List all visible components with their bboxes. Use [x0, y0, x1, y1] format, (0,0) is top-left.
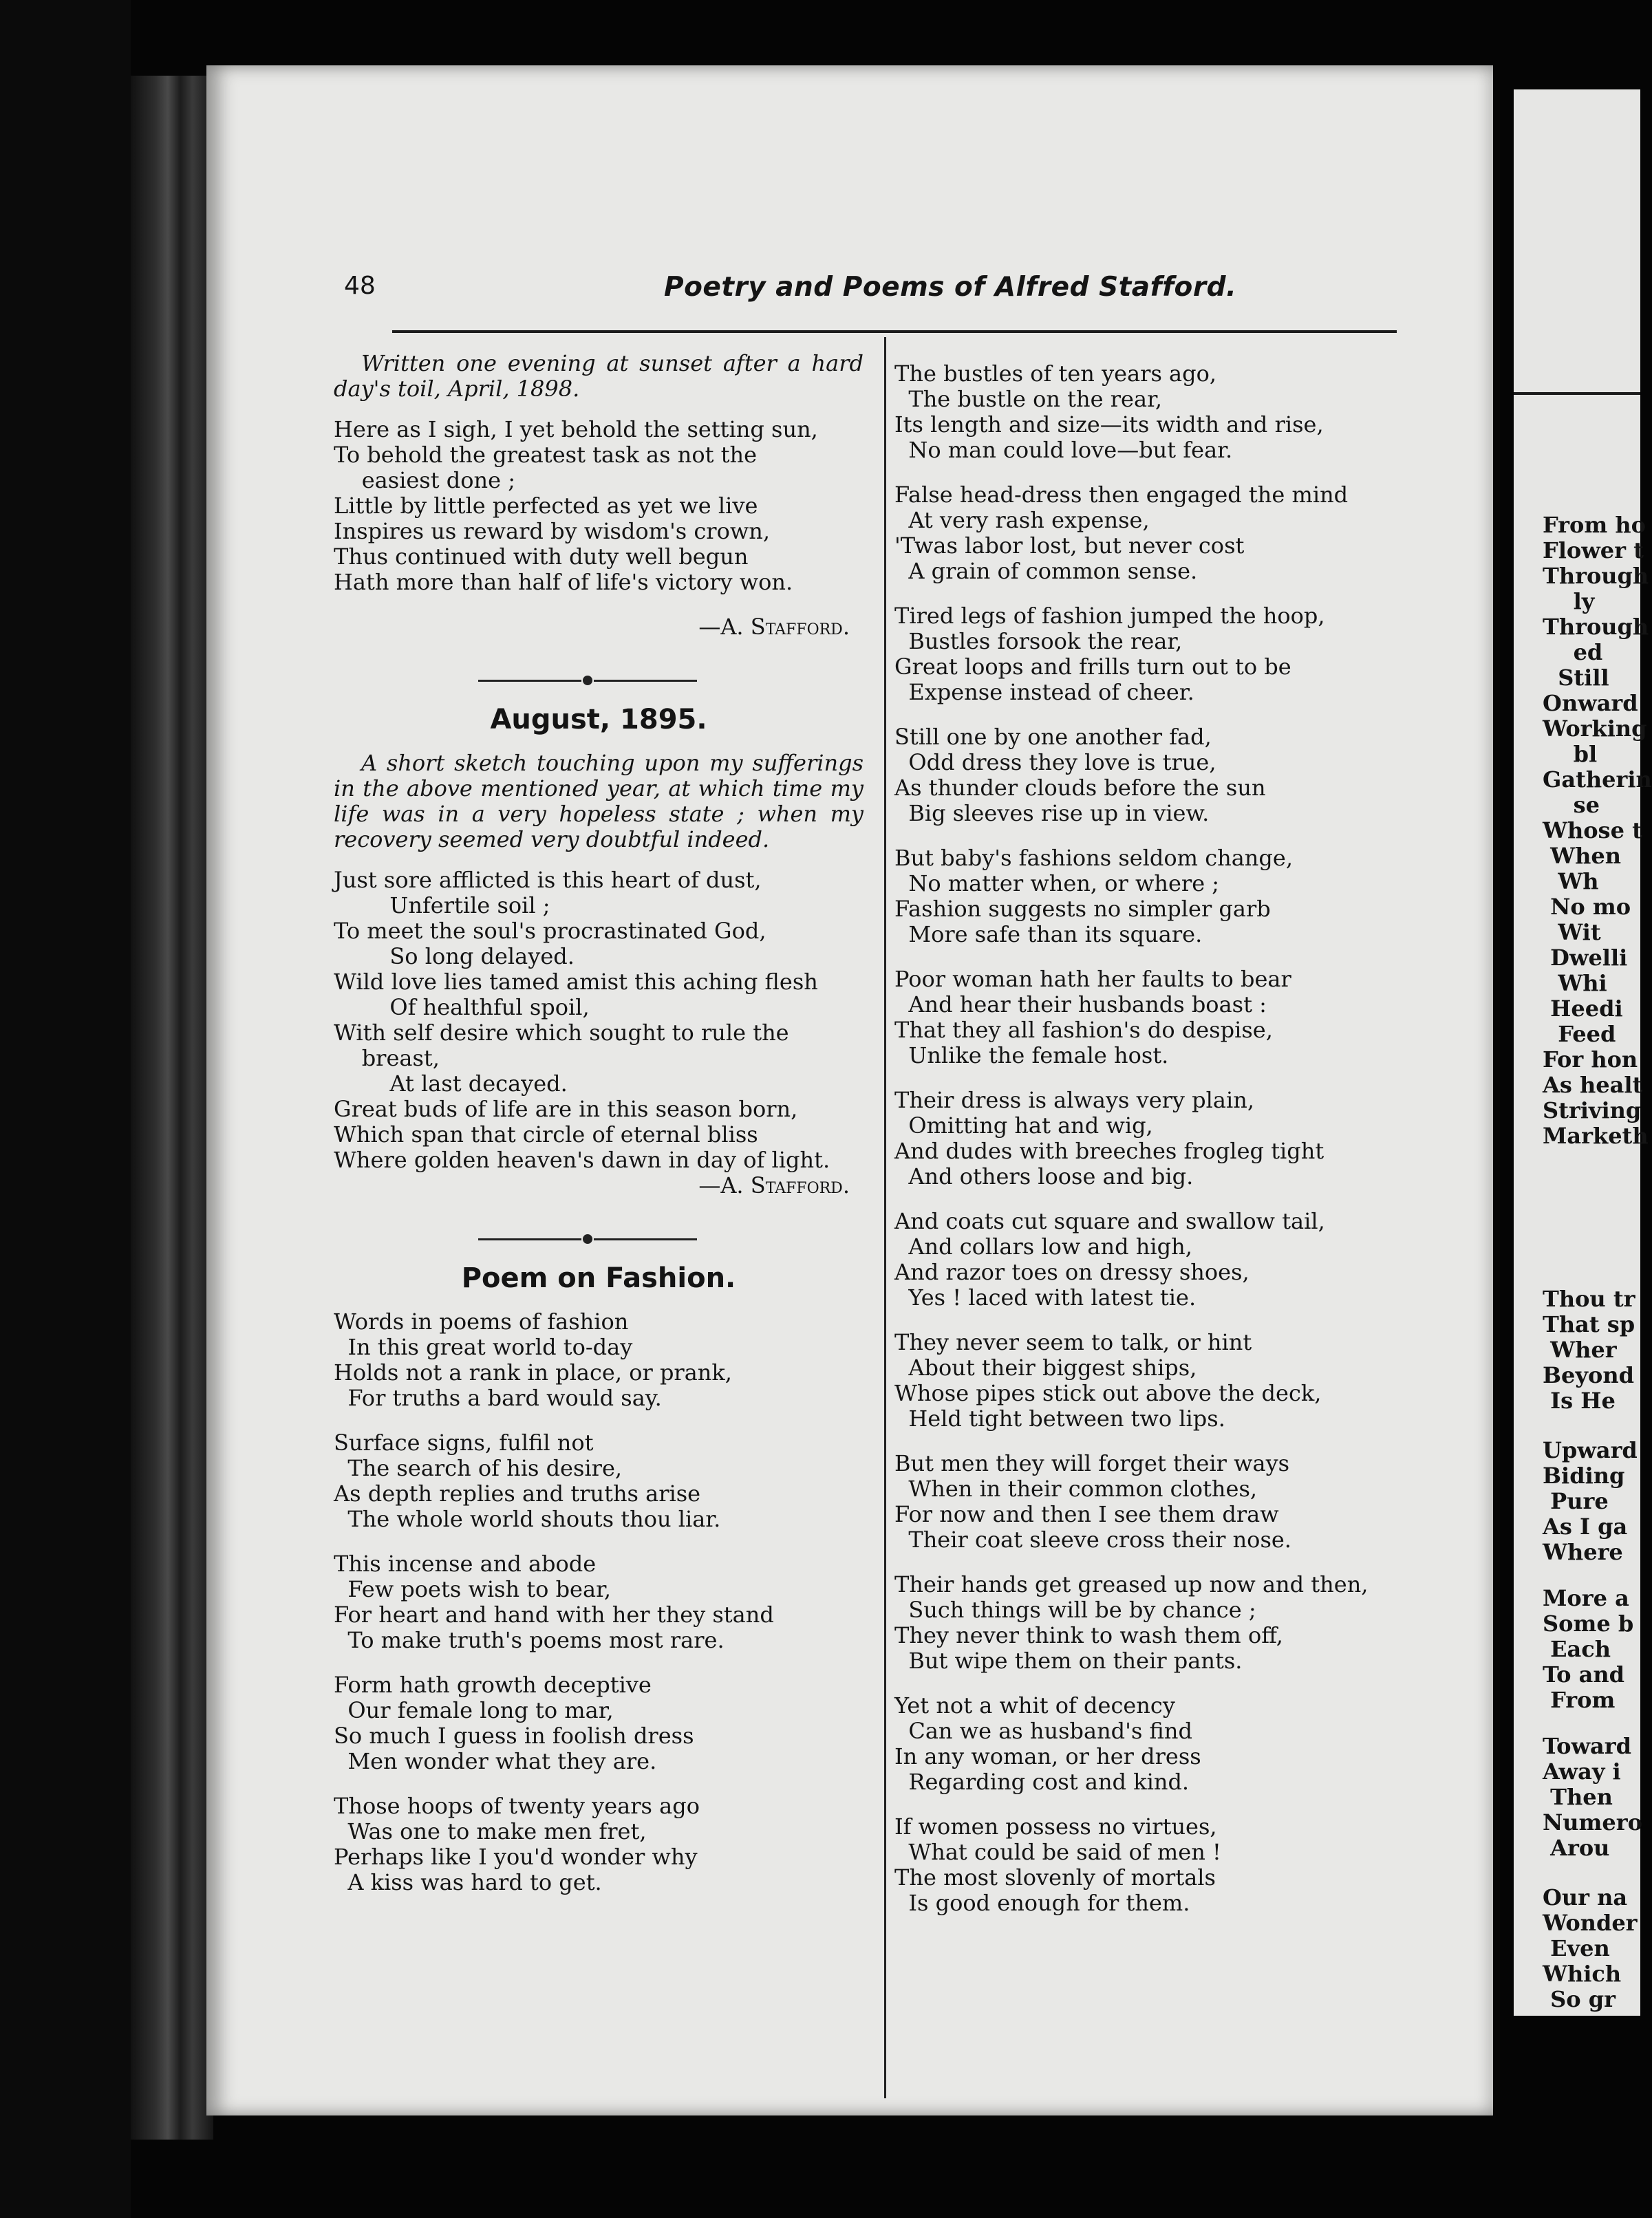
poem-line: And collars low and high,	[894, 1234, 1192, 1260]
poem-line: In any woman, or her dress	[894, 1743, 1201, 1769]
stanza	[894, 1088, 1417, 1189]
poem-line: Yet not a whit of decency	[894, 1692, 1175, 1719]
poem-line: Expense instead of cheer.	[894, 679, 1194, 705]
poem-line: se	[1543, 792, 1600, 818]
poem-line: Where	[1543, 1539, 1623, 1565]
poem-line: Just sore afflicted is this heart of dust,	[334, 867, 762, 893]
poem-line: breast,	[334, 1045, 440, 1071]
book-page	[206, 65, 1493, 2115]
poem-line: Upward	[1543, 1437, 1638, 1463]
poem-line: ly	[1543, 588, 1595, 614]
running-head: Poetry and Poems of Alfred Stafford.	[664, 272, 1237, 303]
poem-line: A kiss was hard to get.	[334, 1869, 602, 1895]
left-column	[334, 351, 863, 1915]
poem-line: Each	[1543, 1636, 1611, 1662]
poem-line: Great buds of life are in this season born,	[334, 1096, 798, 1122]
poem-line: As I ga	[1543, 1514, 1628, 1540]
poem-line: So much I guess in foolish dress	[334, 1723, 694, 1749]
poem-line: And razor toes on dressy shoes,	[894, 1259, 1249, 1285]
poem-line: ed	[1543, 639, 1603, 665]
adjacent-text-group	[1543, 513, 1652, 1149]
poem-line: Yes ! laced with latest tie.	[894, 1284, 1197, 1311]
adjacent-page-fragment	[1514, 89, 1652, 2016]
poem-line: As depth replies and truths arise	[334, 1481, 701, 1507]
poem-line: Wonder	[1543, 1910, 1638, 1936]
stanza	[894, 1451, 1417, 1553]
poem-line: Can we as husband's find	[894, 1718, 1192, 1744]
poem-line: So long delayed.	[334, 943, 575, 969]
stanza	[894, 967, 1417, 1068]
poem-line: Little by little perfected as yet we live	[334, 493, 758, 519]
poem-line: The most slovenly of mortals	[894, 1864, 1216, 1891]
adjacent-text-group	[1543, 1885, 1638, 2012]
poem-line: As thunder clouds before the sun	[894, 775, 1266, 801]
stanza	[334, 1551, 863, 1653]
poem-line: Working	[1543, 715, 1647, 742]
adjacent-text-group	[1543, 1286, 1635, 1414]
poem1-signature: —A. Stafford.	[698, 614, 850, 640]
poem-line: For heart and hand with her they stand	[334, 1602, 774, 1628]
poem-line: Still	[1543, 665, 1609, 691]
stanza	[334, 1430, 863, 1532]
stanza	[894, 1572, 1417, 1674]
poem-line: Flower t	[1543, 537, 1644, 563]
poem-line: More a	[1543, 1585, 1629, 1611]
poem1-body	[334, 417, 863, 595]
poem-line: Of healthful spoil,	[334, 994, 590, 1020]
poem-line: No matter when, or where ;	[894, 870, 1220, 896]
poem-line: Whi	[1543, 970, 1607, 996]
poem-line: No man could love—but fear.	[894, 437, 1233, 463]
poem1-intro: Written one evening at sunset after a hard day's toil, April, 1898.	[334, 350, 863, 402]
poem-line: For now and then I see them draw	[894, 1501, 1279, 1527]
poem-line: Form hath growth deceptive	[334, 1672, 652, 1698]
poem-line: Beyond	[1543, 1362, 1634, 1388]
poem-line: Held tight between two lips.	[894, 1406, 1225, 1432]
poem-line: Unfertile soil ;	[334, 892, 550, 918]
poem2-title: August, 1895.	[490, 704, 707, 735]
poem-line: This incense and abode	[334, 1551, 597, 1577]
poem-line: Is He	[1543, 1388, 1616, 1414]
stanza	[894, 1330, 1417, 1432]
poem-line: Regarding cost and kind.	[894, 1769, 1190, 1795]
poem-line: False head-dress then engaged the mind	[894, 482, 1349, 508]
poem-line: Onward	[1543, 690, 1638, 716]
poem-line: That they all fashion's do despise,	[894, 1017, 1273, 1043]
poem-line: If women possess no virtues,	[894, 1813, 1217, 1840]
poem-line: And others loose and big.	[894, 1163, 1194, 1189]
adjacent-text-group	[1543, 1438, 1638, 1565]
poem-line: Thus continued with duty well begun	[334, 543, 749, 570]
poem-line: From ho	[1543, 512, 1646, 538]
poem-line: And hear their husbands boast :	[894, 991, 1267, 1018]
poem-line: And dudes with breeches frogleg tight	[894, 1138, 1324, 1164]
poem-line: easiest done ;	[334, 467, 515, 493]
poem-line: Still one by one another fad,	[894, 724, 1212, 750]
poem-line: To make truth's poems most rare.	[334, 1627, 725, 1653]
poem-line: Through	[1543, 614, 1649, 640]
poem-line: The bustles of ten years ago,	[894, 360, 1217, 387]
page-number: 48	[344, 272, 376, 300]
poem-line: From	[1543, 1687, 1616, 1713]
poem-line: Its length and size—its width and rise,	[894, 411, 1324, 438]
poem-line: Few poets wish to bear,	[334, 1576, 612, 1602]
poem-line: That sp	[1543, 1311, 1635, 1337]
poem-line: Heedi	[1543, 995, 1623, 1022]
poem-line: Hath more than half of life's victory won.	[334, 569, 793, 595]
poem-line: Whose t	[1543, 817, 1642, 843]
poem-line: About their biggest ships,	[894, 1355, 1197, 1381]
poem-line: When in their common clothes,	[894, 1476, 1258, 1502]
poem-line: Holds not a rank in place, or prank,	[334, 1359, 732, 1386]
poem-line: At very rash expense,	[894, 507, 1150, 533]
poem-line: But men they will forget their ways	[894, 1450, 1290, 1476]
poem-line: As healt	[1543, 1072, 1643, 1098]
right-column	[894, 361, 1417, 1935]
poem-line: Is good enough for them.	[894, 1890, 1190, 1916]
poem-line: Wit	[1543, 919, 1601, 945]
poem-line: Pure	[1543, 1488, 1609, 1514]
poem-line: At last decayed.	[334, 1070, 568, 1097]
ornament-divider	[334, 1229, 863, 1249]
adjacent-header-rule	[1514, 392, 1640, 395]
poem-line: For hon	[1543, 1046, 1638, 1073]
poem-line: Omitting hat and wig,	[894, 1112, 1153, 1139]
stanza	[334, 1309, 863, 1411]
stanza	[894, 1814, 1417, 1916]
scan-margin	[0, 0, 131, 2218]
poem-line: Wh	[1543, 868, 1599, 894]
poem-line: Those hoops of twenty years ago	[334, 1793, 700, 1819]
stanza	[334, 1672, 863, 1774]
poem-line: Our female long to mar,	[334, 1697, 614, 1723]
poem-line: Which span that circle of eternal bliss	[334, 1121, 758, 1148]
poem-line: Arou	[1543, 1835, 1610, 1861]
poem-line: Was one to make men fret,	[334, 1818, 647, 1844]
stanza	[894, 603, 1417, 705]
poem-line: Great loops and frills turn out to be	[894, 654, 1291, 680]
poem-line: Our na	[1543, 1884, 1628, 1910]
poem-line: For truths a bard would say.	[334, 1385, 662, 1411]
poem-line: The whole world shouts thou liar.	[334, 1506, 721, 1532]
ornament-divider	[334, 670, 863, 691]
poem-line: Biding	[1543, 1463, 1625, 1489]
poem-line: Whose pipes stick out above the deck,	[894, 1380, 1322, 1406]
poem-line: Where golden heaven's dawn in day of light.	[334, 1147, 830, 1173]
poem-line: They never think to wash them off,	[894, 1622, 1283, 1648]
poem-line: Odd dress they love is true,	[894, 749, 1216, 775]
poem-line: To and	[1543, 1661, 1624, 1688]
poem-line: Gatherin	[1543, 766, 1652, 793]
poem-line: Their dress is always very plain,	[894, 1087, 1254, 1113]
stanza	[334, 1794, 863, 1895]
adjacent-text-group	[1543, 1734, 1642, 1861]
poem-line: Such things will be by chance ;	[894, 1597, 1256, 1623]
poem-line: Inspires us reward by wisdom's crown,	[334, 518, 770, 544]
fashion-continued-stanzas	[894, 361, 1417, 1916]
poem-line: So gr	[1543, 1986, 1616, 2012]
poem-line: Numero	[1543, 1809, 1642, 1835]
poem-line: But wipe them on their pants.	[894, 1648, 1243, 1674]
stanza	[894, 361, 1417, 463]
poem-line: To meet the soul's procrastinated God,	[334, 918, 766, 944]
poem-line: 'Twas labor lost, but never cost	[894, 532, 1245, 559]
poem-line: They never seem to talk, or hint	[894, 1329, 1252, 1355]
poem-line: What could be said of men !	[894, 1839, 1221, 1865]
poem-line: Big sleeves rise up in view.	[894, 800, 1210, 826]
poem3-stanzas	[334, 1309, 863, 1895]
poem-line: Thou tr	[1543, 1286, 1635, 1312]
poem-line: Surface signs, fulfil not	[334, 1430, 594, 1456]
poem-line: When	[1543, 843, 1621, 869]
poem-line: Feed	[1543, 1021, 1616, 1047]
poem-line: Some b	[1543, 1611, 1634, 1637]
stanza	[894, 724, 1417, 826]
poem-line: And coats cut square and swallow tail,	[894, 1208, 1325, 1234]
poem-line: In this great world to-day	[334, 1334, 633, 1360]
poem-line: Men wonder what they are.	[334, 1748, 657, 1774]
poem-line: Dwelli	[1543, 945, 1628, 971]
column-divider	[884, 337, 886, 2098]
poem-line: Unlike the female host.	[894, 1042, 1169, 1068]
poem-line: But baby's fashions seldom change,	[894, 845, 1293, 871]
poem-line: A grain of common sense.	[894, 558, 1198, 584]
poem-line: Wher	[1543, 1337, 1617, 1363]
stanza	[894, 1209, 1417, 1311]
poem-line: Tired legs of fashion jumped the hoop,	[894, 603, 1325, 629]
book-spine-edge	[131, 76, 213, 2140]
poem2-body	[334, 868, 863, 1173]
poem-line: To behold the greatest task as not the	[334, 442, 758, 468]
stanza	[894, 482, 1417, 584]
poem-line: Bustles forsook the rear,	[894, 628, 1183, 654]
stanza	[894, 1693, 1417, 1795]
poem2-intro: A short sketch touching upon my sufferings in the above mentioned year, at which time my life was in a very hopeless state ; when my recovery seemed very doubtful indeed.	[334, 750, 863, 852]
poem-line: Which	[1543, 1961, 1622, 1987]
poem-line: Even	[1543, 1935, 1610, 1961]
poem-line: Striving	[1543, 1097, 1642, 1123]
poem-line: Marketh	[1543, 1123, 1649, 1149]
poem-line: Away i	[1543, 1758, 1621, 1785]
poem-line: Then	[1543, 1784, 1613, 1810]
poem-line: Their coat sleeve cross their nose.	[894, 1527, 1291, 1553]
poem-line: Toward	[1543, 1733, 1631, 1759]
poem-line: The bustle on the rear,	[894, 386, 1163, 412]
poem-line: Poor woman hath her faults to bear	[894, 966, 1291, 992]
poem-line: Wild love lies tamed amist this aching flesh	[334, 969, 818, 995]
poem2-signature: —A. Stafford.	[698, 1172, 850, 1198]
stanza	[894, 846, 1417, 947]
poem-line: Here as I sigh, I yet behold the setting sun,	[334, 416, 818, 442]
poem-line: More safe than its square.	[894, 921, 1203, 947]
poem-line: With self desire which sought to rule the	[334, 1020, 789, 1046]
poem-line: Perhaps like I you'd wonder why	[334, 1844, 698, 1870]
poem-line: The search of his desire,	[334, 1455, 623, 1481]
poem-line: Words in poems of fashion	[334, 1309, 629, 1335]
poem-line: Through	[1543, 563, 1649, 589]
header-rule	[392, 330, 1397, 333]
poem-line: bl	[1543, 741, 1598, 767]
poem-line: Fashion suggests no simpler garb	[894, 896, 1271, 922]
poem3-title: Poem on Fashion.	[461, 1262, 736, 1294]
poem-line: Their hands get greased up now and then,	[894, 1571, 1369, 1597]
poem-line: No mo	[1543, 894, 1631, 920]
adjacent-text-group	[1543, 1586, 1633, 1713]
